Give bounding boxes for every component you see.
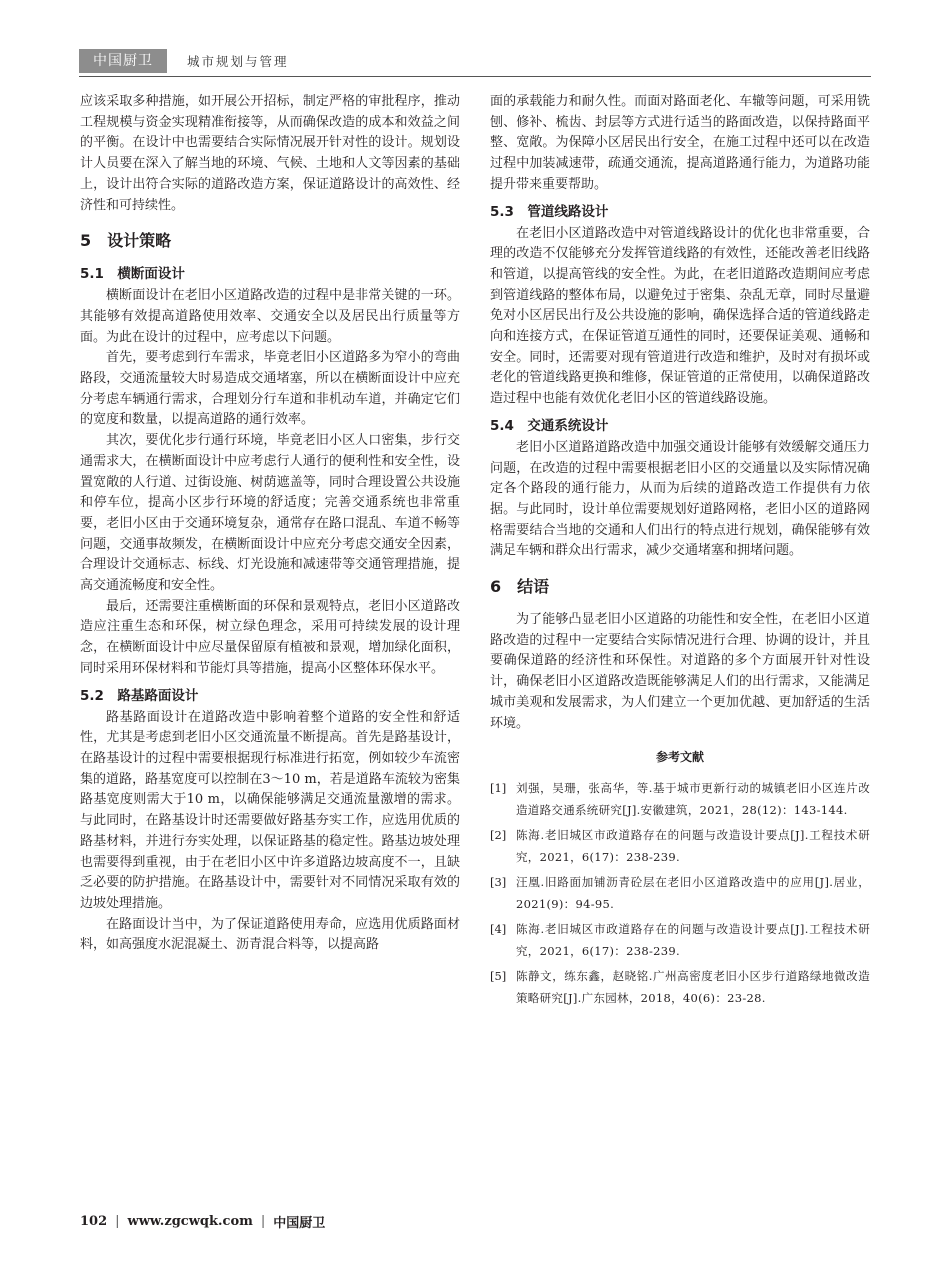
page-footer: [80, 1212, 325, 1231]
conclusion-paragraph: 为了能够凸显老旧小区道路的功能性和安全性，在老旧小区道路改造的过程中一定要结合实际情况进行合理、协调的设计，并且要确保道路的经济性和环保性。对道路的多个方面展开针对性设计，确保老旧小区道路改造既能够满足人们的出行需求，又能满足城市美观和发展需求，为人们建立一个更加优越、更加舒适的生活环境。: [490, 612, 870, 731]
section-name: 城市规划与管理: [187, 54, 289, 69]
paragraph: 在老旧小区道路改造中对管道线路设计的优化也非常重要，合理的改造不仅能够充分发挥管道线路的有效性，还能改善老旧线路和管道，以提高管线的安全性。为此，在老旧道路改造期间应考虑到管道线路的整体布局，以避免过于密集、杂乱无章，同时尽量避免对小区居民出行及公共设施的影响，确保选择合适的管道线路走向和连接方式，在保证管道互通性的同时，还要保证美观、通畅和安全。同时，还需要对现有管道进行改造和维护，及时对有损坏或老化的管道线路更换和维修，保证管道的正常使用，以确保道路改造过程中也能有效优化老旧小区的管道线路设施。: [490, 225, 870, 407]
footer-separator: |: [260, 1214, 266, 1229]
reference-number: [4]: [490, 922, 507, 937]
reference-list: [490, 777, 870, 1009]
reference-item: [490, 777, 870, 821]
heading-section-5: 5 设计策略: [80, 231, 172, 251]
heading-5-1: 5.1 横断面设计: [80, 266, 185, 283]
paragraph: 首先，要考虑到行车需求，毕竟老旧小区道路多为窄小的弯曲路段，交通流量较大时易造成交通堵塞，所以在横断面设计中应充分考虑车辆通行需求，合理划分行车道和非机动车道，并确定它们的宽度和数量，以提高道路的通行效率。: [80, 350, 460, 428]
reference-item: [490, 918, 870, 962]
reference-number: [5]: [490, 969, 507, 984]
paragraph: 横断面设计在老旧小区道路改造的过程中是非常关键的一环。其能够有效提高道路使用效率、交通安全以及居民出行质量等方面。为此在设计的过程中，应考虑以下问题。: [80, 288, 460, 345]
running-header: [79, 49, 289, 73]
journal-name-badge: 中国厨卫: [79, 49, 167, 73]
paragraph: 其次，要优化步行通行环境，毕竟老旧小区人口密集，步行交通需求大，在横断面设计中应考虑行人通行的便利性和安全性，设置宽敞的人行道、过街设施、树荫遮盖等，同时合理设置公共设施和停车位，提高小区步行环境的舒适度；完善交通系统也非常重要，老旧小区由于交通环境复杂，通常存在路口混乱、车道不畅等问题，交通事故频发，在横断面设计中应充分考虑交通安全因素，合理设计交通标志、标线、灯光设施和减速带等交通管理措施，提高交通流畅度和安全性。: [80, 433, 460, 594]
reference-number: [3]: [490, 875, 507, 890]
paragraph-continued: 面的承载能力和耐久性。而面对路面老化、车辙等问题，可采用铣刨、修补、梳齿、封层等方式进行适当的路面改造，以保持路面平整、宽敞。为保障小区居民出行安全，在施工过程中还可以在改造过程中加装减速带，疏通交通流，提高道路通行能力，为道路功能提升带来重要帮助。: [490, 94, 870, 192]
paragraph: 老旧小区道路道路改造中加强交通设计能够有效缓解交通压力问题，在改造的过程中需要根据老旧小区的交通量以及实际情况确定各个路段的通行能力，从而为后续的道路改造工作提供有力依据。与此同时，设计单位需要规划好道路网格，老旧小区的道路网格需要结合当地的交通和人们出行的特点进行规划，确保能够有效满足车辆和群众出行需求，减少交通堵塞和拥堵问题。: [490, 439, 870, 559]
journal-url: www.zgcwqk.com: [127, 1214, 253, 1229]
reference-number: [2]: [490, 828, 507, 843]
reference-text: 汪凰.旧路面加铺沥青砼层在老旧小区道路改造中的应用[J].居业，2021(9)：94-95.: [516, 875, 870, 912]
reference-item: [490, 871, 870, 915]
intro-paragraph: 应该采取多种措施，如开展公开招标，制定严格的审批程序，推动工程规模与资金实现精准衔接等，从而确保改造的成本和效益之间的平衡。在设计中也需要结合实际情况展开针对性的设计。规划设计人员要在深入了解当地的环境、气候、土地和人文等因素的基础上，设计出符合实际的道路改造方案，保证道路设计的高效性、经济性和可持续性。: [80, 94, 460, 213]
header-rule: [79, 76, 871, 77]
heading-5-2: 5.2 路基路面设计: [80, 687, 199, 704]
heading-section-6: 6 结语: [490, 577, 550, 597]
reference-text: 陈海.老旧城区市政道路存在的问题与改造设计要点[J].工程技术研究，2021，6(17)：238-239.: [516, 828, 870, 865]
reference-item: [490, 824, 870, 868]
heading-5-3: 5.3 管道线路设计: [490, 203, 609, 220]
paragraph: 在路面设计当中，为了保证道路使用寿命，应选用优质路面材料，如高强度水泥混凝土、沥青混合料等，以提高路: [80, 916, 460, 953]
left-column: [80, 92, 460, 956]
reference-number: [1]: [490, 781, 507, 796]
references-title: 参考文献: [655, 750, 704, 765]
reference-text: 陈海.老旧城区市政道路存在的问题与改造设计要点[J].工程技术研究，2021，6(17)：238-239.: [516, 922, 870, 959]
paragraph: 最后，还需要注重横断面的环保和景观特点，老旧小区道路改造应注重生态和环保，树立绿色理念，采用可持续发展的设计理念，在横断面设计中应尽量保留原有植被和景观，增加绿化面积，同时采用环保材料和节能灯具等措施，提高小区整体环保水平。: [80, 598, 460, 676]
page-number: 102: [80, 1214, 108, 1229]
footer-journal-name: 中国厨卫: [273, 1216, 326, 1231]
paragraph: 路基路面设计在道路改造中影响着整个道路的安全性和舒适性，尤其是考虑到老旧小区交通流量不断提高。首先是路基设计，在路基设计的过程中需要根据现行标准进行拓宽，例如较少车流密集的道路，路基宽度可以控制在3～10 m，若是道路车流较为密集路基宽度则需大于10 m，以确保能够满足交通流量激增的需求。与此同时，在路基设计时还需要做好路基夯实工作，应选用优质的路基材料，并进行夯实处理，以保证路基的稳定性。路基边坡处理也需要得到重视，由于在老旧小区中许多道路边坡高度不一，且缺乏必要的防护措施。在路基设计中，需要针对不同情况采取有效的边坡处理措施。: [80, 709, 460, 911]
reference-text: 刘强，吴珊，张高华，等.基于城市更新行动的城镇老旧小区连片改造道路交通系统研究[J].安徽建筑，2021，28(12)：143-144.: [516, 781, 870, 818]
reference-item: [490, 965, 870, 1009]
right-column: [490, 92, 870, 1012]
reference-text: 陈静文，练东鑫，赵晓铭.广州高密度老旧小区步行道路绿地微改造策略研究[J].广东园林，2018，40(6)：23-28.: [516, 969, 870, 1006]
footer-separator: |: [115, 1214, 120, 1229]
heading-5-4: 5.4 交通系统设计: [490, 417, 609, 434]
